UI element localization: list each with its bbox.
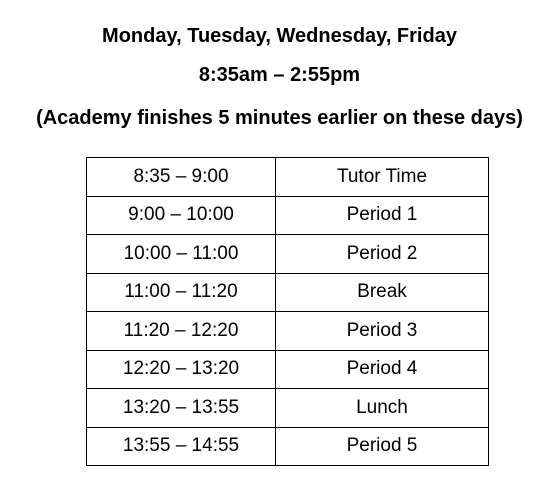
table-row bbox=[87, 312, 489, 351]
table-row bbox=[87, 350, 489, 389]
table-row bbox=[87, 196, 489, 235]
time-cell: 10:00 – 11:00 bbox=[87, 235, 276, 274]
activity-cell: Break bbox=[276, 273, 489, 312]
time-cell: 9:00 – 10:00 bbox=[87, 196, 276, 235]
time-cell: 11:20 – 12:20 bbox=[87, 312, 276, 351]
hours-heading: 8:35am – 2:55pm bbox=[198, 64, 361, 86]
time-cell: 8:35 – 9:00 bbox=[87, 158, 276, 197]
table-row bbox=[87, 273, 489, 312]
activity-cell: Period 5 bbox=[276, 427, 489, 466]
time-cell: 13:55 – 14:55 bbox=[87, 427, 276, 466]
table-row bbox=[87, 235, 489, 274]
days-heading: Monday, Tuesday, Wednesday, Friday bbox=[102, 25, 457, 47]
activity-cell: Period 2 bbox=[276, 235, 489, 274]
activity-cell: Tutor Time bbox=[276, 158, 489, 197]
time-cell: 13:20 – 13:55 bbox=[87, 389, 276, 428]
activity-cell: Period 1 bbox=[276, 196, 489, 235]
table-row bbox=[87, 427, 489, 466]
activity-cell: Lunch bbox=[276, 389, 489, 428]
time-cell: 11:00 – 11:20 bbox=[87, 273, 276, 312]
activity-cell: Period 4 bbox=[276, 350, 489, 389]
time-cell: 12:20 – 13:20 bbox=[87, 350, 276, 389]
activity-cell: Period 3 bbox=[276, 312, 489, 351]
timetable bbox=[86, 157, 489, 466]
table-row bbox=[87, 389, 489, 428]
early-finish-note: (Academy finishes 5 minutes earlier on these days) bbox=[36, 107, 523, 129]
table-row bbox=[87, 158, 489, 197]
